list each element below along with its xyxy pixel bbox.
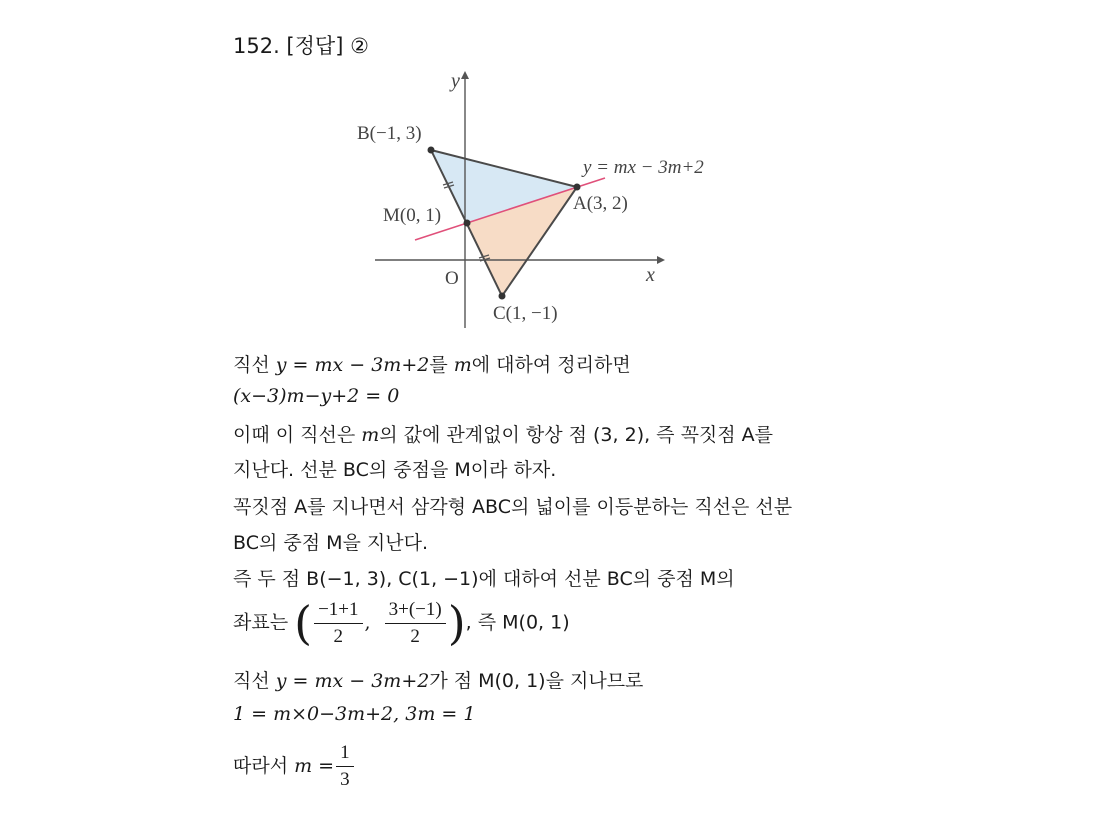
label-b: B(−1, 3) (357, 123, 422, 144)
solution-line-11 (233, 740, 356, 793)
fraction-x (314, 597, 362, 650)
variable-m: m (361, 424, 380, 446)
solution-line-8 (233, 596, 570, 650)
numerator: −1+1 (314, 597, 362, 624)
solution-line-3 (233, 420, 773, 447)
left-paren: ( (294, 596, 313, 650)
coordinate-diagram (345, 63, 755, 333)
right-paren: ) (447, 596, 466, 650)
text: 직선 (233, 354, 276, 376)
denominator: 2 (410, 625, 420, 647)
text: 직선 (233, 670, 276, 692)
label-a: A(3, 2) (573, 193, 628, 214)
line-label: y = mx − 3m+2 (583, 157, 704, 178)
equation: y = mx − 3m+2 (275, 670, 430, 692)
solution-line-1 (233, 350, 631, 377)
text: 따라서 (233, 755, 295, 777)
triangle-figure (345, 63, 755, 333)
comma: , (364, 611, 383, 634)
solution-line-10: 1 = m×0−3m+2, 3m = 1 (233, 703, 476, 725)
label-m: M(0, 1) (383, 205, 442, 226)
solution-line-9 (233, 666, 643, 693)
vertex-c (499, 293, 506, 300)
text: 좌표는 (233, 611, 289, 634)
vertex-b (428, 147, 435, 154)
x-axis-label: x (646, 264, 655, 286)
solution-line-4: 지난다. 선분 BC의 중점을 M이라 하자. (233, 459, 557, 481)
text: 의 값에 관계없이 항상 점 (3, 2), 즉 꼭짓점 A를 (379, 424, 774, 446)
text: 에 대하여 정리하면 (471, 354, 631, 376)
variable-m: m (453, 354, 472, 376)
fraction-y (385, 597, 446, 650)
text: 가 점 M(0, 1)을 지나므로 (429, 670, 644, 692)
text: , 즉 M(0, 1) (465, 611, 570, 634)
numerator: 1 (336, 740, 354, 767)
x-axis-arrow (657, 256, 665, 264)
fraction-answer (336, 740, 354, 793)
solution-line-2: (x−3)m−y+2 = 0 (233, 385, 400, 407)
text: 이때 이 직선은 (233, 424, 362, 446)
denominator: 3 (340, 769, 350, 790)
midpoint-m (464, 220, 471, 227)
label-c: C(1, −1) (493, 303, 558, 324)
solution-line-7: 즉 두 점 B(−1, 3), C(1, −1)에 대하여 선분 BC의 중점 M의 (233, 568, 735, 590)
variable-m: m = (294, 755, 335, 777)
vertex-a (574, 184, 581, 191)
y-axis-arrow (461, 71, 469, 79)
text: 를 (429, 354, 454, 376)
solution-line-5: 꼭짓점 A를 지나면서 삼각형 ABC의 넓이를 이등분하는 직선은 선분 (233, 496, 793, 518)
problem-header: 152. [정답] ② (233, 34, 369, 58)
numerator: 3+(−1) (385, 597, 446, 624)
denominator: 2 (333, 625, 344, 647)
solution-line-6: BC의 중점 M을 지난다. (233, 532, 428, 554)
origin-label: O (445, 268, 459, 289)
equation: y = mx − 3m+2 (275, 354, 430, 376)
y-axis-label: y (451, 70, 460, 92)
